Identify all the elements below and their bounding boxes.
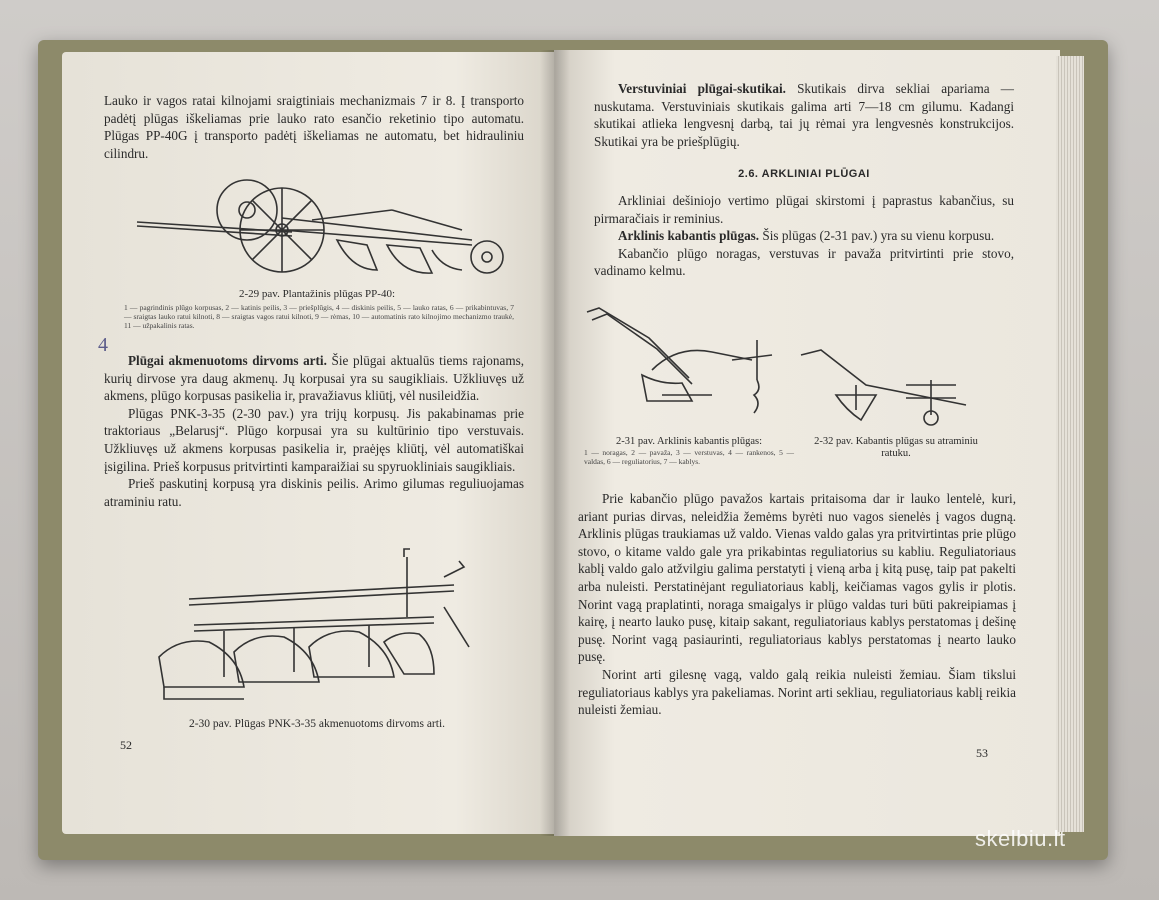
plow-pnk-figure <box>154 547 484 707</box>
watermark: skelbiu.lt <box>975 826 1066 851</box>
plow-pp40-figure <box>132 170 512 280</box>
fig-2-30-caption: 2-30 pav. Plūgas PNK-3-35 akmenuotoms dirvoms arti. <box>188 718 446 730</box>
right-page <box>554 50 1060 836</box>
section-heading: 2.6. ARKLINIAI PLŪGAI <box>738 168 870 180</box>
stony-soil-section <box>104 352 524 510</box>
skimmer-text: Skutikais dirva sekliai apariama — nuskutama. Verstuviniais skutikais galima arti 7—18 cm gilumu. Kadangi skutikai atlieka lengvesnį darbą, tai jų rėmai yra lengvesnės konstrukcijos. Skutikai yra be priešplūgių. <box>594 81 1014 149</box>
left-intro <box>104 92 524 162</box>
para-horse-plows: Arkliniai dešiniojo vertimo plūgai skirstomi į paprastus kabančius, su pirmaračiais ir reminius. <box>594 193 1014 226</box>
para-disk: Prieš paskutinį korpusą yra diskinis peilis. Arimo gilumas reguliuojamas atraminiu ratu. <box>104 476 524 509</box>
fig-2-32-caption: 2-32 pav. Kabantis plūgas su atraminiu ratuku. <box>814 436 978 459</box>
pencil-mark: 4 <box>98 334 108 356</box>
skimmer-section <box>594 80 1014 150</box>
fig-2-29-caption: 2-29 pav. Plantažinis plūgas PP-40: <box>238 288 396 300</box>
fig-2-31-legend: 1 — noragas, 2 — pavaža, 3 — verstuvas, 4 — rankenos, 5 — valdas, 6 — reguliatorius, 7 — kablys. <box>584 448 794 466</box>
horse-plow-text-block <box>578 490 1016 719</box>
fig-2-29-legend: 1 — pagrindinis plūgo korpusas, 2 — katinis peilis, 3 — priešplūgis, 4 — diskinis peilis, 5 — lauko ratas, 6 — prikabintuvas, 7 — sraigtas lauko ratui kilnoti, 8 — sraigtas vagos ratui kilnoti, 9 — rėmas, 10 — automatinis rato kilnojimo mechanizmo traukė, 11 — užpakalinis ratas. <box>124 303 514 330</box>
para-share: Kabančio plūgo noragas, verstuvas ir pavaža pritvirtinti prie stovo, vadinamo kelmu. <box>594 245 1014 279</box>
page-number-left: 52 <box>120 738 132 752</box>
horse-plow-section <box>594 192 1014 280</box>
horse-plow-figure <box>582 300 792 425</box>
skimmer-title: Verstuviniai plūgai-skutikai. <box>618 81 786 96</box>
fig-2-31-caption-block <box>584 436 794 466</box>
page-number-right: 53 <box>976 746 988 760</box>
section-title: Plūgai akmenuotoms dirvoms arti. <box>128 353 327 368</box>
hanging-plow-text: Šis plūgas (2-31 pav.) yra su vienu korpusu. <box>759 228 995 244</box>
hanging-plow-title: Arklinis kabantis plūgas. <box>618 228 760 244</box>
fig-2-31-caption: 2-31 pav. Arklinis kabantis plūgas: <box>615 436 762 447</box>
intro-paragraph: Lauko ir vagos ratai kilnojami sraigtiniais mechanizmais 7 ir 8. Į transporto padėtį plūgas iškeliamas prie lauko rato esančio reketinio tipo automatu. Plūgas PP-40G į transporto padėtį iškeliamas ne automatu, bet hidrauliniu cilindru. <box>104 93 524 161</box>
para-pnk: Plūgas PNK-3-35 (2-30 pav.) yra trijų korpusų. Jis pakabinamas prie traktoriaus „Belarusj“. Plūgo korpusai yra su kultūrinio tipo verstuvais. Užkliuvęs už akmens korpusas pasikelia ir, praėjęs kliūtį, vėl automatiškai įsigilina. Prieš korpusus pritvirtinti kamparaižiai su spyruokliniais saugikliais. <box>104 405 524 474</box>
left-page <box>62 52 554 834</box>
para-regulator: Prie kabančio plūgo pavažos kartais pritaisoma dar ir lauko lentelė, kuri, ariant purias dirvas, neleidžia žemėms byrėti nuo vagos sienelės į vagos dugną. Arklinis plūgas traukiamas už valdo. Vienas valdo galas yra pritvirtintas prie plūgo stovo, o kitame valdo gale yra prikabintas reguliatorius su kabliu. Reguliatoriaus kablį valdo galo atžvilgiu galima perstatyti į vieną arba į kitą pusę, taip pat pakelti arba nuleisti. Perstatinėjant reguliatoriaus kablį, keičiamas vagos gylis ir plotis. Norint vagą praplatinti, noraga smaigalys ir plūgo valdas turi būti pakreipiamas į kairę, į nearto lauko pusę, kitaip sakant, reguliatoriaus kablys perstatomas į dešinę pusę. Norint vagą pasiaurinti, reguliatoriaus kablys perstatomas į nearto lauko pusę. <box>578 491 1016 665</box>
book-spine <box>540 50 570 836</box>
section-text: Šie plūgai aktualūs tiems rajonams, kurių dirvose yra daug akmenų. Jų korpusai yra su saugikliais. Užkliuvęs už akmens, plūgo korpusas pasikelia ir, pravažiavus kliūtį, vėl nusileidžia. <box>104 353 525 404</box>
para-depth: Norint arti gilesnę vagą, valdo galą reikia nuleisti žemiau. Šiam tikslui reguliatoriaus kablys yra pakeliamas. Norint arti sekliau, reguliatoriaus kablį reikia nuleisti žemiau. <box>578 666 1016 718</box>
page-edges <box>1056 56 1084 832</box>
hanging-plow-wheel-figure <box>796 340 976 430</box>
